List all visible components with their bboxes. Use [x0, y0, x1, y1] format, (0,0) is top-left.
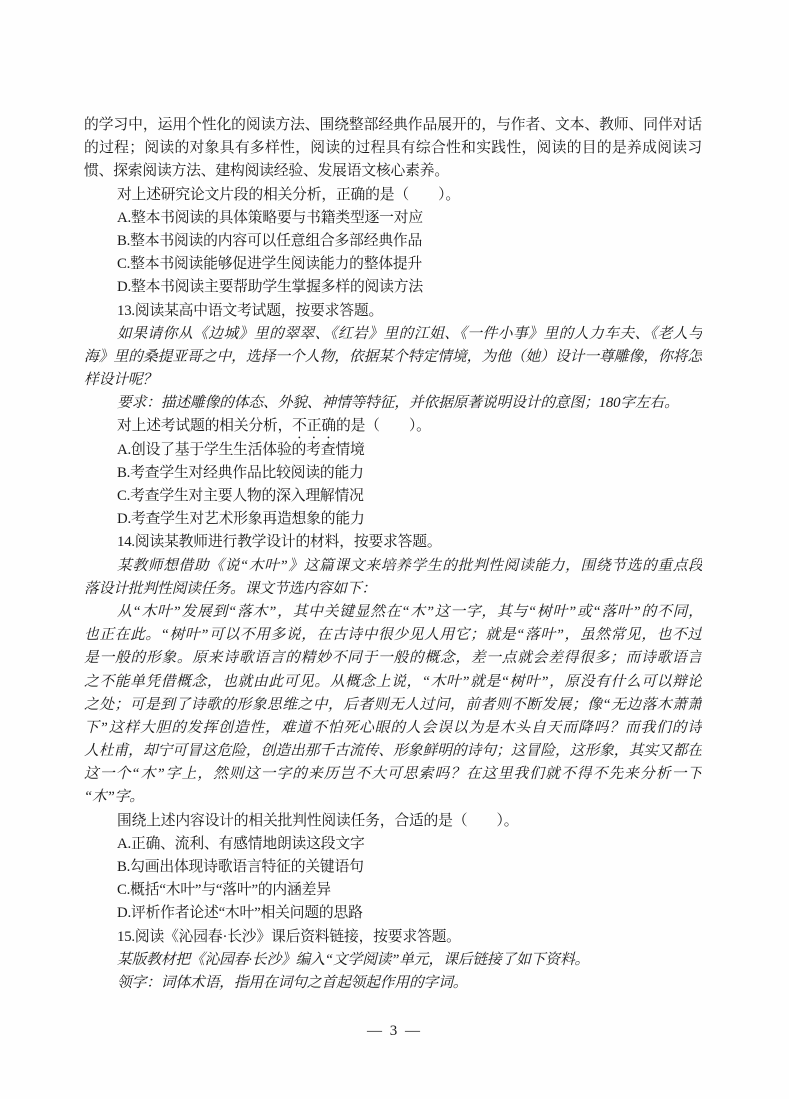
text-line: [84, 578, 702, 601]
text-segment: 是一般的形象。原来诗歌语言的精妙不同于一般的概念，差一点就会差得很多；而诗歌语言: [84, 650, 702, 667]
text-segment: “木”字。: [84, 789, 144, 806]
text-segment: 某教师想借助《说“木叶”》这篇课文来培养学生的批判性阅读能力，围绕节选的重点段: [117, 557, 702, 574]
text-segment: 人杜甫，却宁可冒这危险，创造出那千古流传、形象鲜明的诗句；这冒险，这形象，其实又都在: [84, 743, 702, 760]
text-line: [84, 346, 702, 369]
text-line: [84, 114, 702, 137]
text-line: [84, 137, 702, 160]
text-line: [84, 184, 702, 207]
page-number: — 3 —: [367, 1023, 422, 1039]
text-line: [84, 902, 702, 925]
text-line: [84, 972, 702, 995]
text-line: [84, 740, 702, 763]
text-line: [84, 207, 702, 230]
text-segment: 的学习中，运用个性化的阅读方法、围绕整部经典作品展开的，与作者、文本、教师、同伴对话: [84, 117, 702, 133]
emphasized-text: 不正确: [292, 418, 336, 435]
text-line: [84, 949, 702, 972]
text-line: [84, 253, 702, 276]
text-line: [84, 392, 702, 415]
text-line: [84, 485, 702, 508]
text-line: [84, 856, 702, 879]
text-segment: 的过程；阅读的对象具有多样性，阅读的过程具有综合性和实践性，阅读的目的是养成阅读习: [84, 140, 702, 157]
text-segment: 某版教材把《沁园春·长沙》编入“文学阅读”单元，课后链接了如下资料。: [117, 951, 590, 968]
text-segment: 惯、探索阅读方法、建构阅读经验、发展语文核心素养。: [84, 163, 449, 180]
text-segment: 下”这样大胆的发挥创造性，难道不怕死心眼的人会误以为是木头自天而降吗？而我们的诗: [84, 719, 702, 736]
text-line: [84, 276, 702, 299]
text-line: [84, 671, 702, 694]
text-line: [84, 369, 702, 392]
text-segment: 也正在此。“树叶”可以不用多说，在古诗中很少见人用它；就是“落叶”，虽然常见，也不过: [84, 627, 702, 644]
text-segment: 这一个“木”字上，然则这一字的来历岂不大可思索吗？在这里我们就不得不先来分析一下: [84, 766, 702, 783]
text-segment: D.评析作者论述“木叶”相关问题的思路: [117, 905, 363, 922]
text-segment: 如果请你从《边城》里的翠翠、《红岩》里的江姐、《一件小事》里的人力车夫、《老人与: [117, 325, 702, 342]
page-footer: [0, 1020, 789, 1043]
text-segment: 从“木叶”发展到“落木”，其中关键显然在“木”这一字，其与“树叶”或“落叶”的不同，: [117, 603, 702, 620]
text-segment: 海》里的桑提亚哥之中，选择一个人物，依据某个特定情境，为他（她）设计一尊雕像，你将怎: [84, 348, 702, 365]
text-segment: C.概括“木叶”与“落叶”的内涵差异: [117, 882, 331, 899]
text-segment: 之不能单凭借概念，也就由此可见。从概念上说，“木叶”就是“树叶”，原没有什么可以辩论: [84, 673, 702, 690]
text-segment: B.整本书阅读的内容可以任意组合多部经典作品: [117, 232, 423, 249]
text-line: [84, 624, 702, 647]
text-segment: 要求：描述雕像的体态、外貌、神情等特征，并依据原著说明设计的意图；180字左右。: [117, 395, 679, 412]
text-line: [84, 160, 702, 183]
text-segment: 的是（ ）。: [335, 418, 431, 435]
text-line: [84, 810, 702, 833]
text-segment: 围绕上述内容设计的相关批判性阅读任务，合适的是（ ）。: [117, 812, 519, 829]
text-segment: 15.阅读《沁园春·长沙》课后资料链接，按要求答题。: [117, 928, 461, 945]
text-segment: 13.阅读某高中语文考试题，按要求答题。: [117, 302, 384, 319]
text-line: [84, 230, 702, 253]
text-segment: 落设计批判性阅读任务。课文节选内容如下：: [84, 580, 376, 597]
text-segment: 对上述研究论文片段的相关分析，正确的是（ ）。: [117, 186, 460, 203]
text-segment: C.整本书阅读能够促进学生阅读能力的整体提升: [117, 256, 423, 273]
text-line: [84, 926, 702, 949]
text-segment: 领字：词体术语，指用在词句之首起领起作用的字词。: [117, 974, 468, 991]
text-segment: D.考查学生对艺术形象再造想象的能力: [117, 511, 365, 528]
text-segment: A.创设了基于学生生活体验的考查情境: [117, 441, 365, 458]
text-segment: B.勾画出体现诗歌语言特征的关键语句: [117, 859, 364, 875]
document-body: [84, 114, 702, 995]
text-segment: A.整本书阅读的具体策略要与书籍类型逐一对应: [117, 209, 423, 226]
text-line: [84, 786, 702, 809]
text-line: [84, 531, 702, 554]
text-line: [84, 694, 702, 717]
text-line: [84, 439, 702, 462]
text-segment: D.整本书阅读主要帮助学生掌握多样的阅读方法: [117, 279, 423, 296]
text-line: [84, 323, 702, 346]
text-segment: C.考查学生对主要人物的深入理解情况: [117, 488, 364, 504]
text-segment: 对上述考试题的相关分析，: [117, 418, 293, 435]
text-line: [84, 508, 702, 531]
text-line: [84, 300, 702, 323]
text-segment: 之处；可是到了诗歌的形象思维之中，后者则无人过问，前者则不断发展；像“无边落木萧萧: [84, 696, 702, 713]
text-segment: 样设计呢？: [84, 372, 157, 389]
text-line: [84, 601, 702, 624]
text-segment: A.正确、流利、有感情地朗读这段文字: [117, 835, 365, 852]
text-line: [84, 879, 702, 902]
text-line: [84, 462, 702, 485]
text-line: [84, 555, 702, 578]
text-segment: 14.阅读某教师进行教学设计的材料，按要求答题。: [117, 534, 442, 551]
text-line: [84, 763, 702, 786]
text-line: [84, 647, 702, 670]
text-line: [84, 833, 702, 856]
text-segment: B.考查学生对经典作品比较阅读的能力: [117, 464, 364, 481]
text-line: [84, 415, 702, 438]
text-line: [84, 717, 702, 740]
